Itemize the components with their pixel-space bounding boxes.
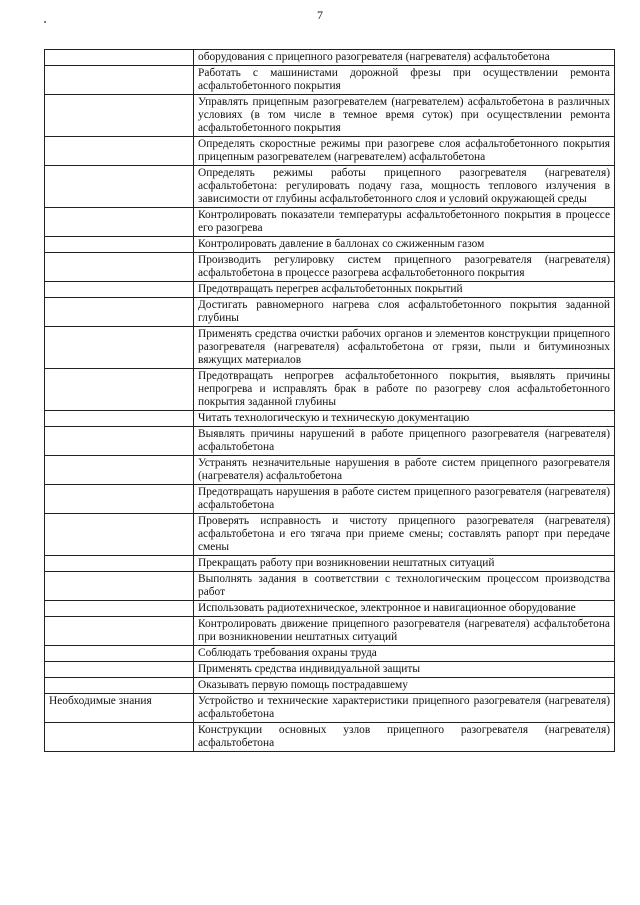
table-cell-text: Читать технологическую и техническую документацию [194, 411, 615, 427]
table-cell-text: Конструкции основных узлов прицепного разогревателя (нагревателя) асфальтобетона [194, 723, 615, 752]
table-row [45, 456, 615, 485]
table-row [45, 572, 615, 601]
table-cell-text: Определять скоростные режимы при разогреве слоя асфальтобетонного покрытия прицепным разогревателем (нагревателем) асфальтобетона [194, 137, 615, 166]
table-cell-category [45, 253, 194, 282]
table-row [45, 514, 615, 556]
table-row [45, 678, 615, 694]
table-cell-category [45, 166, 194, 208]
table-cell-text: Использовать радиотехническое, электронное и навигационное оборудование [194, 601, 615, 617]
table-cell-text: Управлять прицепным разогревателем (нагревателем) асфальтобетона в различных условиях (в том числе в темное время суток) при осуществлении ремонта асфальтобетонного покрытия [194, 95, 615, 137]
table-row [45, 369, 615, 411]
scan-speck [44, 21, 46, 23]
table-cell-text: Прекращать работу при возникновении нештатных ситуаций [194, 556, 615, 572]
table-cell-text: Предотвращать нарушения в работе систем прицепного разогревателя (нагревателя) асфальтобетона [194, 485, 615, 514]
table-row [45, 485, 615, 514]
table-cell-category [45, 66, 194, 95]
table-row [45, 66, 615, 95]
table-row [45, 662, 615, 678]
table-row [45, 601, 615, 617]
table-cell-category [45, 723, 194, 752]
table-cell-category [45, 485, 194, 514]
table-row [45, 298, 615, 327]
table-cell-text: Производить регулировку систем прицепного разогревателя (нагревателя) асфальтобетона в процессе разогрева асфальтобетонного покрытия [194, 253, 615, 282]
table-cell-text: Применять средства индивидуальной защиты [194, 662, 615, 678]
table-row [45, 95, 615, 137]
table-cell-category [45, 208, 194, 237]
table-cell-text: Выполнять задания в соответствии с технологическим процессом производства работ [194, 572, 615, 601]
table-row [45, 646, 615, 662]
table-cell-category [45, 298, 194, 327]
table-row [45, 137, 615, 166]
table-cell-category [45, 601, 194, 617]
table-cell-category [45, 427, 194, 456]
table-cell-category [45, 556, 194, 572]
table-row [45, 208, 615, 237]
table-row [45, 723, 615, 752]
table-row [45, 327, 615, 369]
table-cell-text: Предотвращать непрогрев асфальтобетонного покрытия, выявлять причины непрогрева и исправлять брак в работе по разогреву слоя асфальтобетонного покрытия заданной глубины [194, 369, 615, 411]
table-cell-text: Соблюдать требования охраны труда [194, 646, 615, 662]
table-cell-text: Выявлять причины нарушений в работе прицепного разогревателя (нагревателя) асфальтобетона [194, 427, 615, 456]
table-cell-text: Устройство и технические характеристики прицепного разогревателя (нагревателя) асфальтобетона [194, 694, 615, 723]
table-cell-category [45, 456, 194, 485]
table-cell-category [45, 617, 194, 646]
table-row [45, 282, 615, 298]
table-cell-text: оборудования с прицепного разогревателя (нагревателя) асфальтобетона [194, 50, 615, 66]
table-row [45, 50, 615, 66]
table-row [45, 694, 615, 723]
table-cell-text: Контролировать движение прицепного разогревателя (нагревателя) асфальтобетона при возникновении нештатных ситуаций [194, 617, 615, 646]
table-row [45, 166, 615, 208]
table-cell-text: Оказывать первую помощь пострадавшему [194, 678, 615, 694]
table-row [45, 427, 615, 456]
table-cell-text: Достигать равномерного нагрева слоя асфальтобетонного покрытия заданной глубины [194, 298, 615, 327]
table-cell-category [45, 514, 194, 556]
table-cell-category [45, 95, 194, 137]
table-cell-category [45, 237, 194, 253]
table-cell-text: Работать с машинистами дорожной фрезы при осуществлении ремонта асфальтобетонного покрытия [194, 66, 615, 95]
table-cell-category [45, 282, 194, 298]
table-cell-category [45, 50, 194, 66]
requirements-table [44, 49, 615, 752]
table-row [45, 411, 615, 427]
table-cell-category [45, 646, 194, 662]
table-row [45, 253, 615, 282]
page-number: 7 [317, 8, 323, 22]
table-row [45, 556, 615, 572]
table-cell-text: Контролировать показатели температуры асфальтобетонного покрытия в процессе его разогрева [194, 208, 615, 237]
table-cell-category [45, 327, 194, 369]
table-cell-category [45, 369, 194, 411]
table-cell-text: Контролировать давление в баллонах со сжиженным газом [194, 237, 615, 253]
table-cell-category: Необходимые знания [45, 694, 194, 723]
table-cell-category [45, 572, 194, 601]
table-cell-category [45, 411, 194, 427]
table-row [45, 237, 615, 253]
table-row [45, 617, 615, 646]
table-cell-text: Предотвращать перегрев асфальтобетонных покрытий [194, 282, 615, 298]
table-cell-text: Определять режимы работы прицепного разогревателя (нагревателя) асфальтобетона: регулировать подачу газа, мощность теплового излучения в зависимости от глубины асфальтобетонного слоя и условий окружающей среды [194, 166, 615, 208]
table-cell-category [45, 137, 194, 166]
table-cell-category [45, 662, 194, 678]
table-cell-text: Применять средства очистки рабочих органов и элементов конструкции прицепного разогревателя (нагревателя) асфальтобетона от грязи, пыли и битуминозных вяжущих материалов [194, 327, 615, 369]
table-cell-text: Проверять исправность и чистоту прицепного разогревателя (нагревателя) асфальтобетона и его тягача при приеме смены; составлять рапорт при передаче смены [194, 514, 615, 556]
table-cell-category [45, 678, 194, 694]
table-cell-text: Устранять незначительные нарушения в работе систем прицепного разогревателя (нагревателя) асфальтобетона [194, 456, 615, 485]
